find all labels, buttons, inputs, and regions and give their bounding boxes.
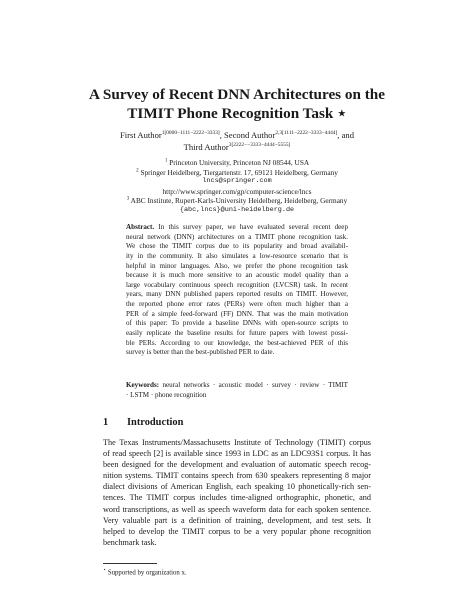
abstract-line: years, many DNN published papers reported results on TIMIT. However,: [126, 290, 348, 299]
abstract-line: We chose the TIMIT corpus due to its popularity and broad availabil-: [126, 242, 348, 251]
intro-line: dialect divisions of American English, each speaking 10 phonetically-rich sen-: [103, 482, 371, 492]
author-3-name: Third Author: [183, 141, 229, 152]
affiliation-2-email: lncs@springer.com: [202, 177, 272, 186]
abstract-line: easily replicate the baseline results for future papers with lowest possi-: [126, 329, 348, 338]
intro-line: benchmark task.: [103, 537, 157, 547]
abstract-label: Abstract.: [126, 223, 155, 231]
keywords-label: Keywords:: [126, 381, 160, 389]
title-line-2: TIMIT Phone Recognition Task ⋆: [127, 105, 347, 122]
intro-line: helped to develop the TIMIT corpus to be a very popular phone recognition: [103, 526, 371, 536]
author-1-name: First Author: [119, 130, 162, 140]
intro-line: of read speech [2] is available since 1993 in LDC as an LDC93S1 corpus. It has: [103, 449, 371, 459]
section-number: 1: [103, 417, 109, 428]
section-heading: [103, 417, 183, 428]
author-2-name: Second Author: [223, 130, 276, 140]
intro-line: Very valuable part is a definition of training, development, and test sets. It: [103, 515, 371, 525]
affiliation-3: $^3$ ABC Institute, Rupert-Karls-University Heidelberg, Heidelberg, Germany: [126, 196, 348, 206]
authors-line-1: First Author$^{1[0000-1111-2222-3333]}$, Second Author$^{2,3[1111-2222-3333-4444]}$, and: [119, 130, 355, 140]
abstract-line: because it is much more sensitive to an acoustic model quality than a: [126, 271, 348, 280]
abstract-line: neural network (DNN) architectures on a TIMIT phone recognition task.: [126, 232, 348, 241]
abstract-line: of this paper: To provide a baseline DNNs with open-source scripts to: [126, 319, 348, 328]
author-2-orcid: 2,3[1111−2222−3333−4444]: [275, 130, 338, 137]
title-footnote-mark: ⋆: [337, 105, 347, 122]
abstract-line: Abstract. In this survey paper, we have evaluated several recent deep: [126, 223, 348, 231]
intro-line: The Texas Instruments/Massachusetts Institute of Technology (TIMIT) corpus: [103, 438, 371, 447]
section-title: Introduction: [127, 417, 184, 428]
footnote-rule: [103, 563, 157, 564]
keywords-line-2: · LSTM · phone recognition: [126, 390, 207, 399]
introduction-paragraph: [103, 437, 371, 548]
title-line-1: A Survey of Recent DNN Architectures on the: [89, 86, 385, 103]
author-3-orcid: 3[2222−−3333−4444−5555]: [228, 141, 291, 148]
affiliation-3-email: {abc,lncs}@uni-heidelberg.de: [179, 205, 295, 214]
keywords-line-1: Keywords: neural networks · acoustic model · survey · review · TIMIT: [126, 381, 348, 389]
abstract-line: ble PERs. According to our knowledge, the best-achieved PER of this: [126, 338, 348, 347]
abstract-line: the reported phone error rates (PERs) were often much higher than a: [126, 300, 348, 309]
abstract-line: ity in the community. It also simulates a low-resource scenario that is: [126, 251, 348, 260]
affiliations: [40, 158, 434, 216]
abstract-line: survey is better than the best-published PER to date.: [126, 348, 275, 357]
author-1-orcid: 1[0000−1111−2222−3333]: [161, 130, 220, 137]
abstract-line: large vocabulary continuous speech recognition (LVCSR) task. In recent: [126, 280, 348, 289]
intro-line: nition systems. TIMIT contains speech from 630 speakers representing 8 major: [103, 471, 371, 481]
intro-line: been designed for the development and evaluation of automatic speech recog-: [103, 460, 371, 470]
affiliation-2: $^2$ Springer Heidelberg, Tiergartenstr. 17, 69121 Heidelberg, Germany: [136, 167, 338, 177]
authors-line-2: [40, 142, 434, 154]
footnote-mark: ⋆: [103, 568, 107, 573]
abstract-line: PER of a simple feed-forward (FF) DNN. That was the main motivation: [126, 309, 348, 318]
keywords: [126, 381, 348, 400]
abstract-line: helpful in minor languages. Also, we prefer the phone recognition task: [126, 261, 348, 270]
author-list: [40, 130, 434, 153]
affiliation-1: $^1$ Princeton University, Princeton NJ 08544, USA: [164, 158, 310, 167]
footnote-text: Supported by organization x.: [107, 569, 187, 577]
footnote: [103, 567, 187, 576]
abstract: [126, 223, 348, 358]
intro-line: word transcriptions, as well as speech waveform data for each spoken sentence.: [103, 504, 371, 514]
paper-title: [40, 85, 434, 123]
intro-line: tences. The TIMIT corpus includes time-aligned orthographic, phonetic, and: [103, 493, 371, 503]
affiliation-2-url[interactable]: http://www.springer.com/gp/computer-science/lncs: [162, 186, 312, 196]
